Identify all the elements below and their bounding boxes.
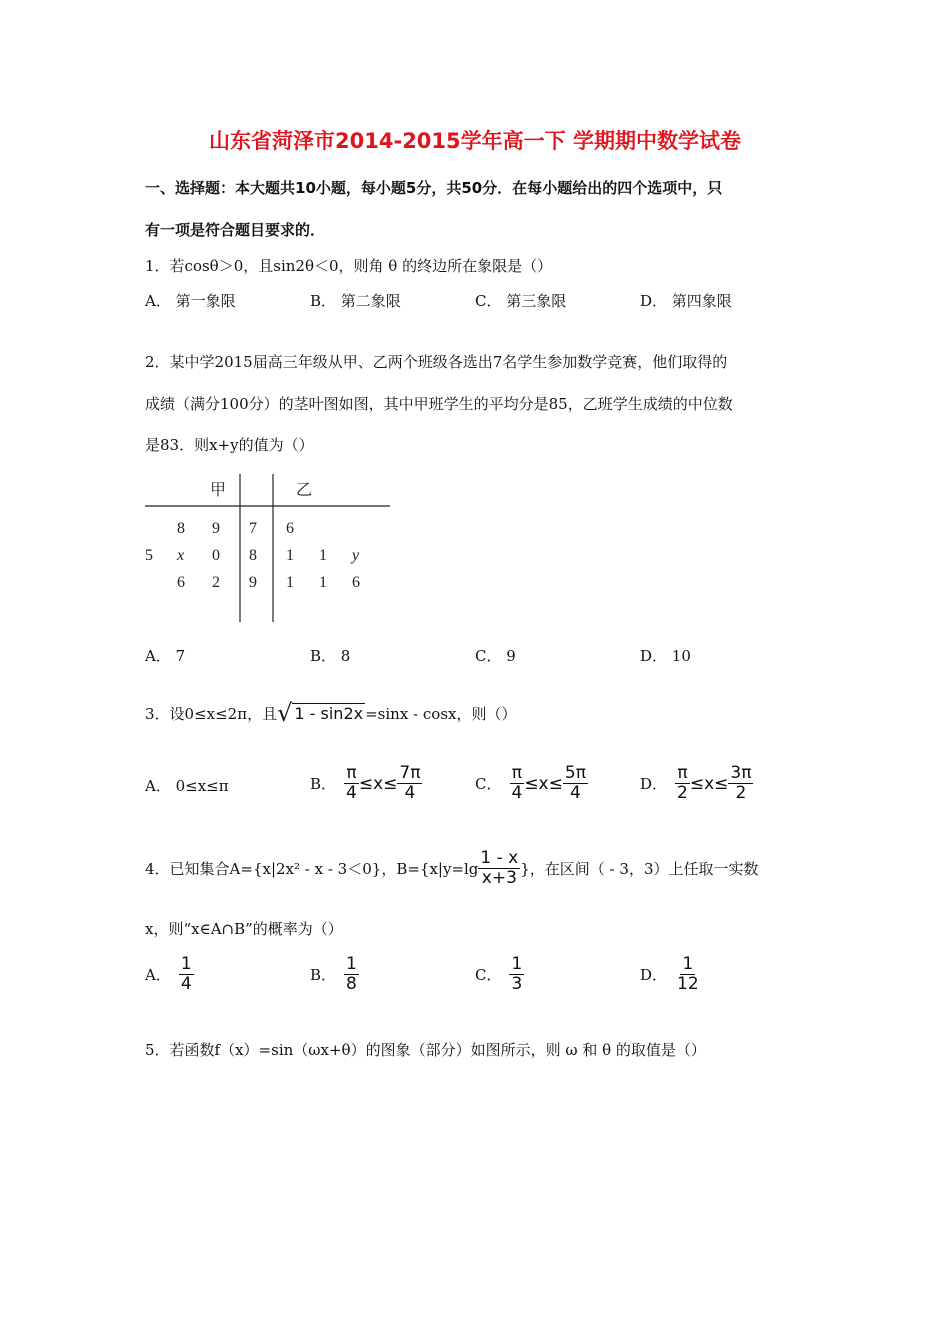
sqrt-radicand: 1 - sin2x: [294, 704, 364, 723]
question-4-suffix: }，在区间（ - 3，3）上任取一实数: [520, 860, 759, 878]
leaf-left-outer: 5: [145, 547, 153, 564]
stem-leaf-head-right: 乙: [296, 482, 313, 499]
leaf-right: 1: [286, 547, 294, 564]
option-label: A．: [145, 966, 171, 984]
leaf-right: 1: [286, 574, 294, 591]
fraction: $\frac{5\pi}{4}$: [564, 763, 586, 803]
question-3-option-d: [640, 764, 753, 803]
relation: ≤x≤: [358, 773, 398, 794]
question-4-line1: [145, 849, 759, 888]
question-5-text: 5．若函数f（x）=sin（ωx+θ）的图象（部分）如图所示，则 ω 和 θ 的取值是（）: [145, 1041, 706, 1059]
section-instructions-line2: 有一项是符合题目要求的．: [145, 221, 326, 239]
option-label: B．: [310, 775, 337, 793]
stem-leaf-head-left: 甲: [210, 482, 227, 499]
leaf-left: x: [177, 547, 185, 564]
question-2-option-b: B． 8: [310, 647, 351, 665]
leaf-right: 1: [319, 547, 327, 564]
question-2-line3: 是83．则x+y的值为（）: [145, 436, 314, 454]
option-label: B．: [310, 966, 337, 984]
leaf-left: 6: [177, 574, 185, 591]
question-3-option-c: [475, 764, 588, 803]
fraction: $\frac{1}{12}$: [677, 954, 699, 994]
option-label: D．: [640, 775, 668, 793]
leaf-left: 0: [212, 547, 220, 564]
question-1-option-b: B． 第二象限: [310, 292, 401, 310]
leaf-right: 1: [319, 574, 327, 591]
stem-leaf-diagram: [140, 470, 400, 630]
question-2-line2: 成绩（满分100分）的茎叶图如图，其中甲班学生的平均分是85，乙班学生成绩的中位数: [145, 395, 733, 413]
sqrt-sign-icon: √: [277, 699, 293, 727]
sqrt-expression: [277, 699, 365, 727]
question-2-option-a: A． 7: [145, 647, 186, 665]
question-4-line2: x，则“x∈A∩B”的概率为（）: [145, 920, 343, 938]
stem: 9: [249, 574, 257, 591]
question-2-option-d: D． 10: [640, 647, 691, 665]
leaf-left: 9: [212, 520, 220, 537]
question-3-suffix: =sinx - cosx，则（）: [365, 704, 517, 723]
question-4-option-c: [475, 955, 524, 994]
leaf-right: 6: [286, 520, 294, 537]
question-2-option-c: C． 9: [475, 647, 516, 665]
question-4-prefix: 4．已知集合A={x|2x² - x - 3＜0}，B={x|y=lg: [145, 860, 479, 878]
question-3-text: [145, 699, 517, 727]
question-4-option-a: [145, 955, 194, 994]
question-3-option-b: [310, 764, 422, 803]
option-label: C．: [475, 966, 502, 984]
leaf-right: y: [352, 547, 360, 564]
page-title: 山东省菏泽市2014-2015学年高一下 学期期中数学试卷: [209, 129, 741, 153]
question-3-prefix: 3．设0≤x≤2π，且: [145, 704, 278, 723]
fraction: $\frac{\pi}{2}$: [677, 763, 688, 803]
question-1-option-d: D． 第四象限: [640, 292, 732, 310]
fraction: $\frac{1 - x}{x+3}$: [480, 848, 519, 888]
question-4-option-b: [310, 955, 359, 994]
relation: ≤x≤: [524, 773, 563, 794]
question-1-text: 1．若cosθ＞0，且sin2θ＜0，则角 θ 的终边所在象限是（）: [145, 257, 553, 275]
question-3-option-a: A． 0≤x≤π: [145, 777, 229, 795]
fraction: $\frac{\pi}{4}$: [346, 763, 357, 803]
leaf-left: 8: [177, 520, 185, 537]
question-1-option-c: C． 第三象限: [475, 292, 567, 310]
option-label: D．: [640, 966, 668, 984]
fraction: $\frac{1}{3}$: [511, 954, 523, 994]
question-2-line1: 2．某中学2015届高三年级从甲、乙两个班级各选出7名学生参加数学竞赛，他们取得的: [145, 353, 728, 371]
question-4-option-d: [640, 955, 701, 994]
section-instructions-line1: 一、选择题：本大题共10小题，每小题5分，共50分．在每小题给出的四个选项中，只: [145, 179, 723, 197]
fraction: $\frac{3\pi}{2}$: [730, 763, 752, 803]
leaf-left: 2: [212, 574, 220, 591]
fraction: $\frac{\pi}{4}$: [511, 763, 523, 803]
stem: 7: [249, 520, 257, 537]
fraction: $\frac{1}{4}$: [180, 954, 192, 994]
option-label: C．: [475, 775, 502, 793]
relation: ≤x≤: [689, 773, 729, 794]
stem: 8: [249, 547, 257, 564]
question-1-option-a: A． 第一象限: [145, 292, 236, 310]
fraction: $\frac{7\pi}{4}$: [399, 763, 421, 803]
fraction: $\frac{1}{8}$: [346, 954, 357, 994]
leaf-right: 6: [352, 574, 360, 591]
